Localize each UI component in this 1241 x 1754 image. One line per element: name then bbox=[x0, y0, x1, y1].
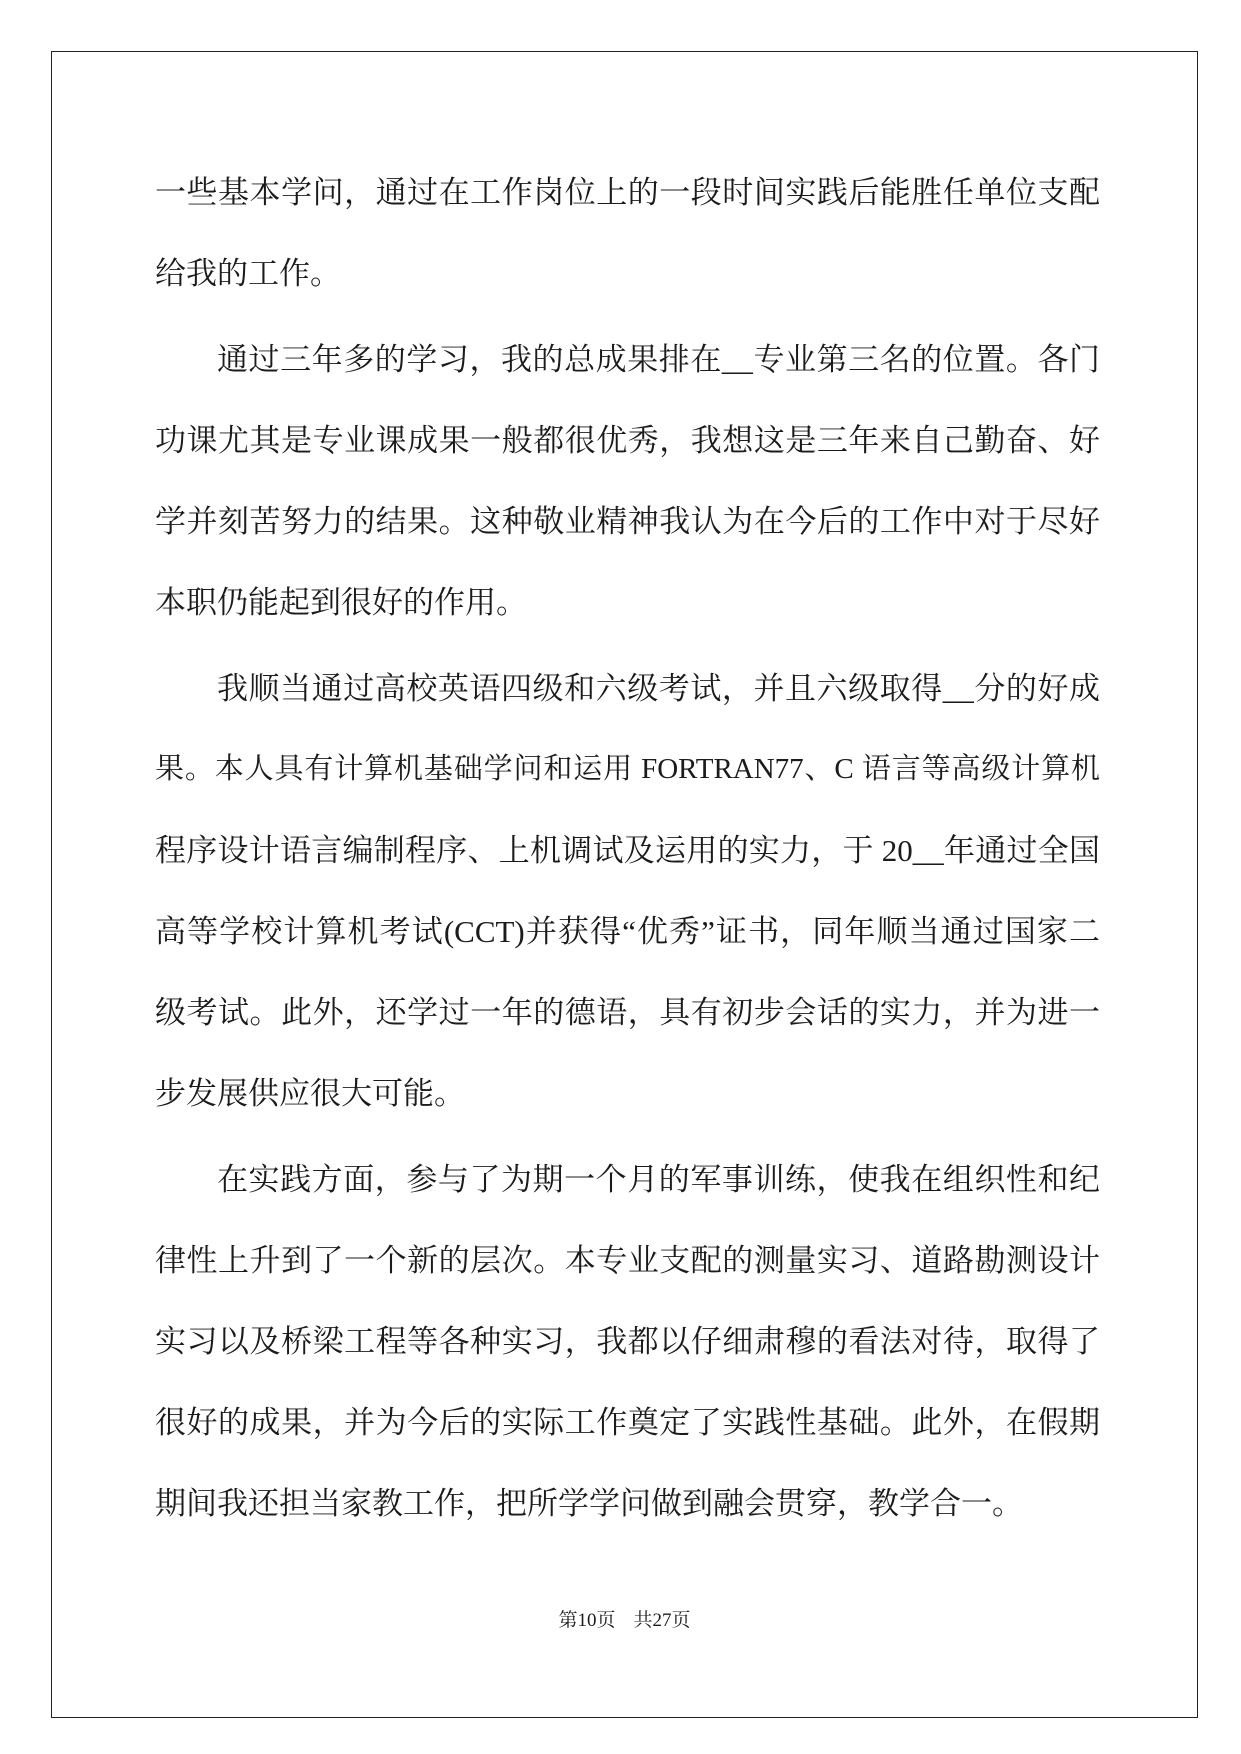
text-line: 果。本人具有计算机基础学问和运用 FORTRAN77、C 语言等高级计算机 bbox=[155, 753, 1100, 785]
text-line: 律性上升到了一个新的层次。本专业支配的测量实习、道路勘测设计 bbox=[155, 1243, 1100, 1278]
paragraph bbox=[155, 152, 1100, 314]
text-line: 本职仍能起到很好的作用。 bbox=[155, 585, 527, 620]
text-line: 在实践方面，参与了为期一个月的军事训练，使我在组织性和纪 bbox=[217, 1162, 1100, 1197]
text-line: 级考试。此外，还学过一年的德语，具有初步会话的实力，并为进一 bbox=[155, 995, 1100, 1030]
text-line: 程序设计语言编制程序、上机调试及运用的实力，于 20__年通过全国 bbox=[155, 833, 1100, 868]
paragraph bbox=[155, 319, 1100, 643]
paragraph bbox=[155, 648, 1100, 1134]
text-line: 步发展供应很大可能。 bbox=[155, 1076, 465, 1111]
text-line: 高等学校计算机考试(CCT)并获得“优秀”证书，同年顺当通过国家二 bbox=[155, 914, 1100, 949]
text-line: 很好的成果，并为今后的实际工作奠定了实践性基础。此外，在假期 bbox=[155, 1405, 1100, 1440]
text-line: 通过三年多的学习，我的总成果排在__专业第三名的位置。各门 bbox=[217, 342, 1100, 377]
text-line: 实习以及桥梁工程等各种实习，我都以仔细肃穆的看法对待，取得了 bbox=[155, 1324, 1100, 1359]
text-line: 我顺当通过高校英语四级和六级考试，并且六级取得__分的好成 bbox=[217, 671, 1100, 706]
text-line: 功课尤其是专业课成果一般都很优秀，我想这是三年来自己勤奋、好 bbox=[155, 423, 1100, 458]
text-line: 期间我还担当家教工作，把所学学问做到融会贯穿，教学合一。 bbox=[155, 1486, 1023, 1521]
text-line: 给我的工作。 bbox=[155, 256, 341, 291]
text-line: 一些基本学问，通过在工作岗位上的一段时间实践后能胜任单位支配 bbox=[155, 175, 1100, 210]
page-count: 共27页 bbox=[633, 1610, 691, 1631]
page-footer bbox=[51, 1606, 1198, 1636]
document-body bbox=[155, 152, 1100, 1544]
paragraph bbox=[155, 1139, 1100, 1544]
page-number: 第10页 bbox=[558, 1610, 616, 1631]
text-line: 学并刻苦努力的结果。这种敬业精神我认为在今后的工作中对于尽好 bbox=[155, 504, 1100, 539]
